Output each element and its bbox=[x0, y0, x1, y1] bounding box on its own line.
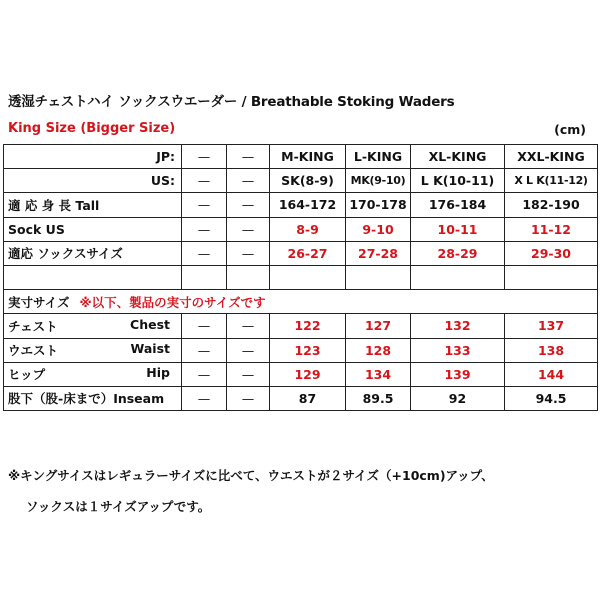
row-spacer bbox=[4, 265, 598, 289]
row-label: 適 応 身 長 Tall bbox=[4, 193, 182, 217]
row-tall bbox=[4, 193, 598, 217]
row-label: JP: bbox=[4, 145, 182, 169]
row-label-en: Chest bbox=[130, 316, 170, 332]
value-cell: 133 bbox=[411, 338, 505, 362]
row-label: 股下（股-床まで）Inseam bbox=[4, 386, 182, 410]
row-jp-size bbox=[4, 145, 598, 169]
empty-cell bbox=[4, 265, 182, 289]
value-cell: 28-29 bbox=[411, 241, 505, 265]
value-cell: 27-28 bbox=[346, 241, 411, 265]
row-label: Sock US bbox=[4, 217, 182, 241]
size-range-title: King Size (Bigger Size) bbox=[8, 121, 176, 136]
value-cell: 8-9 bbox=[270, 217, 346, 241]
value-cell: 10-11 bbox=[411, 217, 505, 241]
size-chart-table bbox=[3, 144, 598, 411]
row-label-en: Hip bbox=[146, 365, 170, 381]
footnote-line-2: ソックスは１サイズアップです。 bbox=[26, 499, 211, 514]
value-cell: 182-190 bbox=[505, 193, 598, 217]
empty-dash: — bbox=[227, 362, 270, 386]
value-cell: 122 bbox=[270, 314, 346, 338]
size-cell: XXL-KING bbox=[505, 145, 598, 169]
row-label bbox=[4, 338, 182, 362]
row-label-ja: ウエスト bbox=[8, 343, 59, 359]
value-cell: 137 bbox=[505, 314, 598, 338]
empty-cell bbox=[505, 265, 598, 289]
empty-dash: — bbox=[227, 338, 270, 362]
empty-dash: — bbox=[182, 217, 227, 241]
value-cell: 127 bbox=[346, 314, 411, 338]
size-cell: X L K(11-12) bbox=[505, 169, 598, 193]
value-cell: 138 bbox=[505, 338, 598, 362]
empty-dash: — bbox=[182, 386, 227, 410]
value-cell: 144 bbox=[505, 362, 598, 386]
empty-dash: — bbox=[182, 314, 227, 338]
actual-size-note: ※以下、製品の実寸のサイズです bbox=[79, 294, 266, 310]
empty-cell bbox=[182, 265, 227, 289]
row-waist bbox=[4, 338, 598, 362]
row-hip bbox=[4, 362, 598, 386]
value-cell: 134 bbox=[346, 362, 411, 386]
row-label-en: Waist bbox=[130, 341, 170, 357]
value-cell: 92 bbox=[411, 386, 505, 410]
page-title: 透湿チェストハイ ソックスウエーダー / Breathable Stoking Waders bbox=[8, 94, 455, 110]
empty-dash: — bbox=[182, 241, 227, 265]
value-cell: 139 bbox=[411, 362, 505, 386]
row-us-size bbox=[4, 169, 598, 193]
value-cell: 176-184 bbox=[411, 193, 505, 217]
value-cell: 29-30 bbox=[505, 241, 598, 265]
row-chest bbox=[4, 314, 598, 338]
size-cell: SK(8-9) bbox=[270, 169, 346, 193]
row-sock-jp bbox=[4, 241, 598, 265]
value-cell: 87 bbox=[270, 386, 346, 410]
row-actual-size-header bbox=[4, 290, 598, 314]
empty-dash: — bbox=[227, 145, 270, 169]
empty-dash: — bbox=[227, 314, 270, 338]
empty-dash: — bbox=[227, 241, 270, 265]
empty-dash: — bbox=[182, 338, 227, 362]
value-cell: 164-172 bbox=[270, 193, 346, 217]
value-cell: 94.5 bbox=[505, 386, 598, 410]
value-cell: 9-10 bbox=[346, 217, 411, 241]
value-cell: 11-12 bbox=[505, 217, 598, 241]
value-cell: 129 bbox=[270, 362, 346, 386]
empty-dash: — bbox=[227, 217, 270, 241]
row-label bbox=[4, 314, 182, 338]
value-cell: 89.5 bbox=[346, 386, 411, 410]
value-cell: 128 bbox=[346, 338, 411, 362]
size-cell: M-KING bbox=[270, 145, 346, 169]
size-cell: XL-KING bbox=[411, 145, 505, 169]
empty-cell bbox=[227, 265, 270, 289]
size-cell: MK(9-10) bbox=[346, 169, 411, 193]
empty-cell bbox=[270, 265, 346, 289]
empty-dash: — bbox=[227, 386, 270, 410]
unit-label: (cm) bbox=[554, 122, 586, 137]
value-cell: 170-178 bbox=[346, 193, 411, 217]
actual-size-label: 実寸サイズ bbox=[8, 294, 70, 310]
value-cell: 132 bbox=[411, 314, 505, 338]
row-sock-us bbox=[4, 217, 598, 241]
value-cell: 26-27 bbox=[270, 241, 346, 265]
empty-dash: — bbox=[182, 169, 227, 193]
size-cell: L K(10-11) bbox=[411, 169, 505, 193]
row-label: US: bbox=[4, 169, 182, 193]
empty-cell bbox=[411, 265, 505, 289]
empty-dash: — bbox=[182, 193, 227, 217]
size-cell: L-KING bbox=[346, 145, 411, 169]
empty-dash: — bbox=[182, 145, 227, 169]
actual-size-header bbox=[4, 290, 598, 314]
row-label-ja: チェスト bbox=[8, 318, 58, 334]
footnote-line-1: ※キングサイスはレギュラーサイズに比べて、ウエストが２サイズ（+10cm)アップ、 bbox=[8, 468, 494, 483]
row-label: 適応 ソックスサイズ bbox=[4, 241, 182, 265]
row-label bbox=[4, 362, 182, 386]
empty-dash: — bbox=[182, 362, 227, 386]
empty-dash: — bbox=[227, 193, 270, 217]
row-inseam bbox=[4, 386, 598, 410]
empty-cell bbox=[346, 265, 411, 289]
row-label-ja: ヒップ bbox=[8, 367, 46, 383]
empty-dash: — bbox=[227, 169, 270, 193]
value-cell: 123 bbox=[270, 338, 346, 362]
